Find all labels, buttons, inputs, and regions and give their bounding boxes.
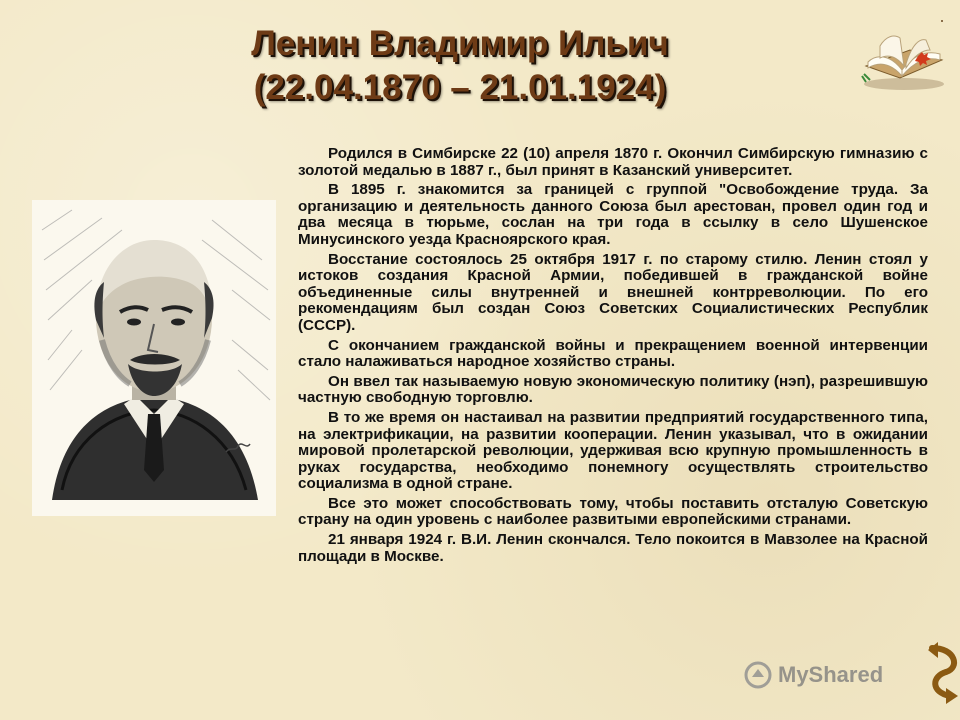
decor-dot <box>941 20 943 22</box>
paragraph-death: 21 января 1924 г. В.И. Ленин скончался. Тело покоится в Мавзолее на Красной площади в Москве. <box>298 531 928 565</box>
return-arrow-icon[interactable] <box>926 642 960 704</box>
paragraph-birth: Родился в Симбирске 22 (10) апреля 1870 г. Окончил Симбирскую гимназию с золотой медалью в 1887 г., был принят в Казанский университет. <box>298 145 928 179</box>
slide-title <box>170 22 750 110</box>
title-dates: (22.04.1870 – 21.01.1924) <box>253 68 667 107</box>
portrait-sketch <box>32 200 276 516</box>
biography-text <box>298 146 928 568</box>
paragraph-development: Все это может способствовать тому, чтобы поставить отсталую Советскую страну на один уровень с наиболее развитыми европейскими странами. <box>298 494 928 529</box>
paragraph-nep: Он ввел так называемую новую экономическую политику (нэп), разрешившую частную свободную торговлю. <box>298 372 928 407</box>
title-name: Ленин Владимир Ильич <box>251 24 669 63</box>
watermark-text: MyShared <box>778 662 884 687</box>
paragraph-1895: В 1895 г. знакомится за границей с группой "Освобождение труда. За организацию и деятельность данного Союза был арестован, провел один год и два месяца в тюрьме, сослан на три года в ссылку в село Шушенское Минусинского уезда Красноярского края. <box>298 181 928 248</box>
watermark-logo-icon <box>744 661 772 689</box>
paragraph-1917: Восстание состоялось 25 октября 1917 г. по старому стилю. Ленин стоял у истоков создания Красной Армии, победившей в гражданской войне объединенные силы внутренней и внешней контрреволюции. По его рекомендациям был создан Союз Советских Социалистических Республик (СССР). <box>298 250 928 334</box>
paragraph-state-enterprises: В то же время он настаивал на развитии предприятий государственного типа, на электрификации, на развитии кооперации. Ленин указывал, что в ожидании мировой пролетарской революции, удерживая всю крупную промышленность в руках государства, необходимо понемногу осуществлять строительство социализма в одной стране. <box>298 408 928 493</box>
paragraph-civil-war: С окончанием гражданской войны и прекращением военной интервенции стало налаживаться народное хозяйство страны. <box>298 336 928 371</box>
open-book-icon <box>860 26 948 92</box>
watermark <box>744 660 883 690</box>
